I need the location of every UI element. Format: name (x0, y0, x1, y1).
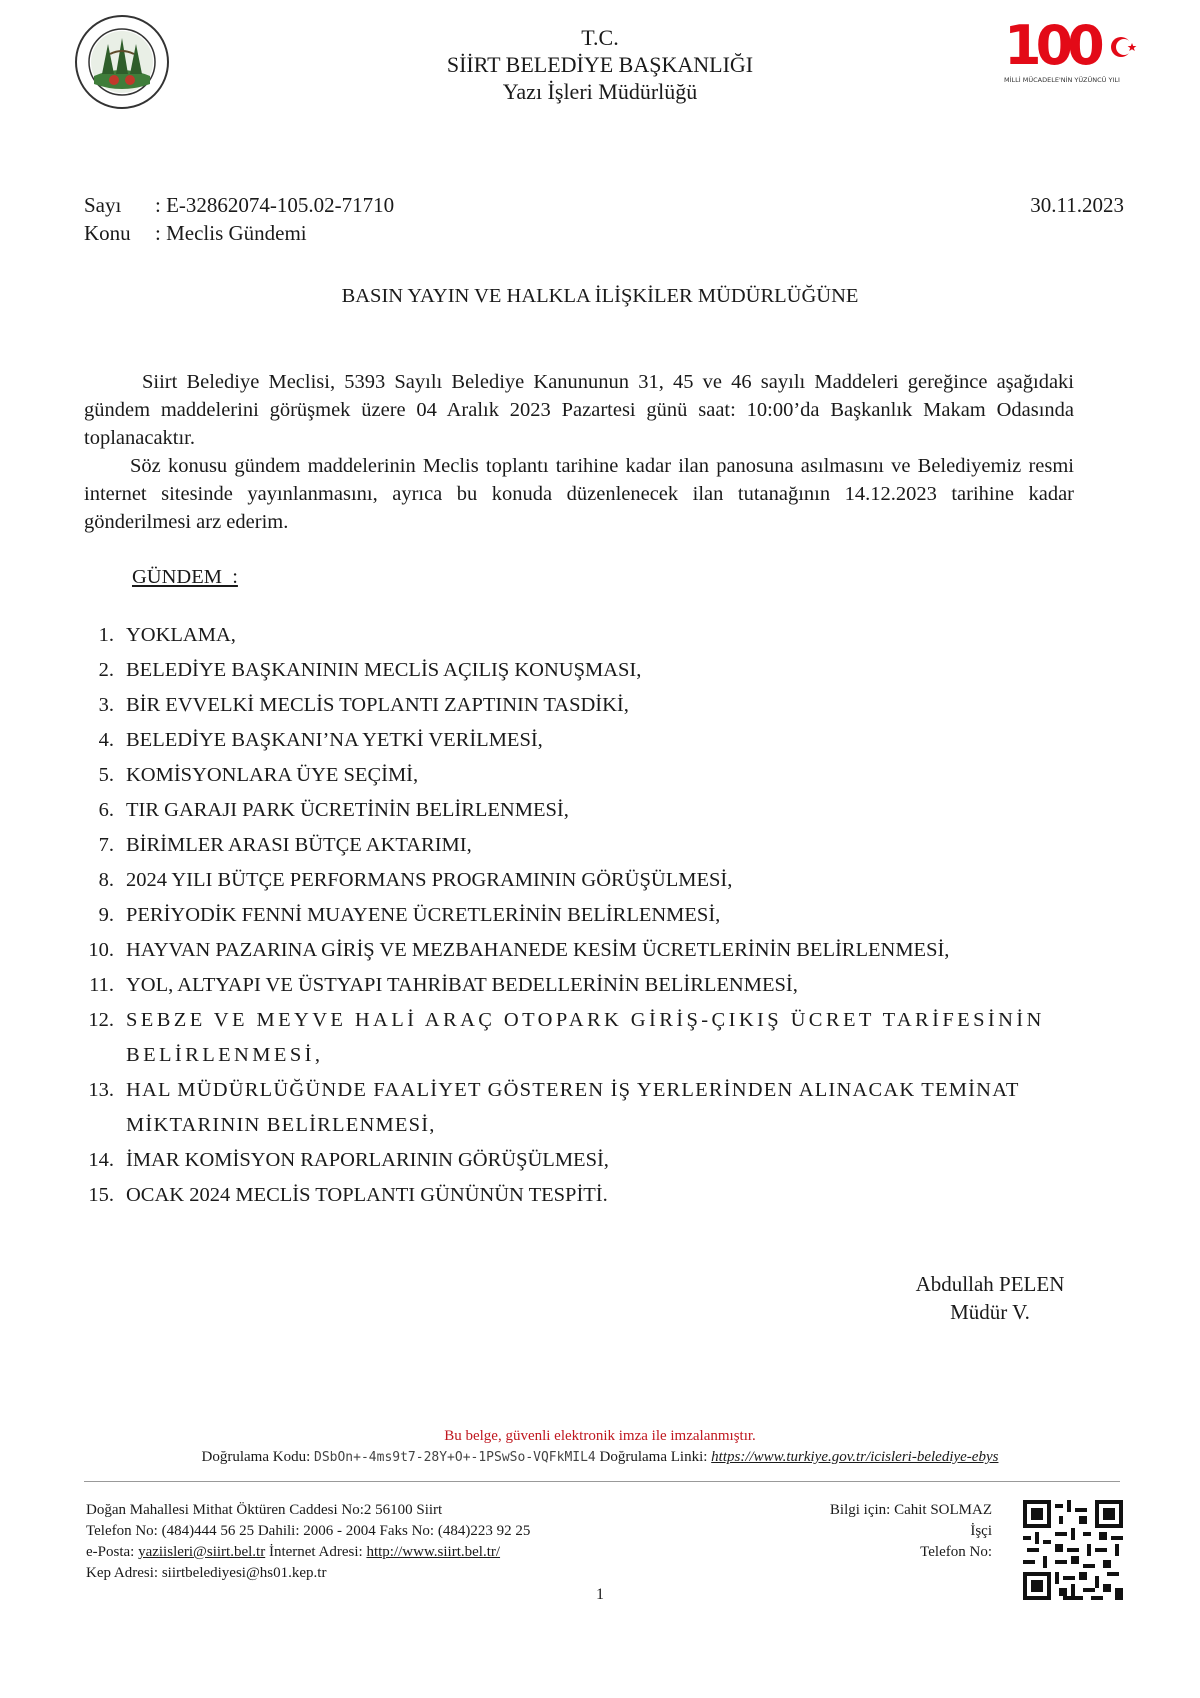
agenda-item (84, 898, 1124, 933)
agenda-item-number: 12. (88, 1009, 114, 1031)
agenda-item-number: 1. (98, 624, 114, 646)
centennial-caption: MİLLİ MÜCADELE'NİN YÜZÜNCÜ YILI (1004, 76, 1120, 84)
info-phone: Telefon No: (920, 1544, 992, 1560)
agenda-list (84, 618, 1124, 1213)
agenda-item-number: 6. (98, 799, 114, 821)
recipient: BASIN YAYIN VE HALKLA İLİŞKİLER MÜDÜRLÜĞÜNE (341, 285, 859, 307)
page-number: 1 (596, 1586, 604, 1603)
konu-label: Konu (84, 221, 131, 245)
verification-code: DSbOn+-4ms9t7-28Y+O+-1PSwSo-VQFkMIL4 (314, 1450, 596, 1465)
agenda-item (84, 1143, 1124, 1178)
footer-kep: Kep Adresi: siirtbelediyesi@hs01.kep.tr (86, 1565, 327, 1581)
footer-info (830, 1500, 992, 1563)
web-label: İnternet Adresi: (268, 1544, 363, 1560)
agenda-item-number: 2. (98, 659, 114, 681)
web-link[interactable]: http://www.siirt.bel.tr/ (366, 1544, 501, 1560)
agenda-item-number: 5. (98, 764, 114, 786)
agenda-item-text: 2024 YILI BÜTÇE PERFORMANS PROGRAMININ GÖRÜŞÜLMESİ, (126, 869, 733, 891)
agenda-item-number: 7. (98, 834, 114, 856)
footer-contact (86, 1500, 726, 1584)
agenda-item (84, 863, 1124, 898)
footer-address: Doğan Mahallesi Mithat Öktüren Caddesi No:2 56100 Siirt (86, 1502, 443, 1518)
agenda-item-number: 8. (98, 869, 114, 891)
agenda-item-number: 13. (88, 1079, 114, 1101)
agenda-item-text: KOMİSYONLARA ÜYE SEÇİMİ, (126, 764, 419, 786)
agenda-item-text: İMAR KOMİSYON RAPORLARININ GÖRÜŞÜLMESİ, (126, 1149, 609, 1171)
header-tc: T.C. (581, 25, 619, 50)
agenda-item (84, 653, 1124, 688)
agenda-item-text: YOL, ALTYAPI VE ÜSTYAPI TAHRİBAT BEDELLERİNİN BELİRLENMESİ, (126, 974, 798, 996)
signatory-name: Abdullah PELEN (915, 1272, 1065, 1296)
email-label: e-Posta: (86, 1544, 135, 1560)
agenda-item-text: BİR EVVELKİ MECLİS TOPLANTI ZAPTININ TASDİKİ, (126, 694, 629, 716)
signatory-title: Müdür V. (950, 1300, 1030, 1324)
verification-code-label: Doğrulama Kodu: (201, 1449, 311, 1465)
agenda-item-text: OCAK 2024 MECLİS TOPLANTI GÜNÜNÜN TESPİTİ. (126, 1184, 608, 1206)
agenda-item-text: TIR GARAJI PARK ÜCRETİNİN BELİRLENMESİ, (126, 799, 569, 821)
agenda-item (84, 723, 1124, 758)
konu-value: : Meclis Gündemi (155, 221, 307, 245)
verification-link[interactable]: https://www.turkiye.gov.tr/icisleri-belediye-ebys (711, 1449, 999, 1465)
agenda-item-number: 15. (88, 1184, 114, 1206)
header-institution: SİİRT BELEDİYE BAŞKANLIĞI (446, 52, 754, 77)
crescent-star-icon (1108, 32, 1138, 62)
agenda-item-number: 4. (98, 729, 114, 751)
agenda-item (84, 1073, 1124, 1143)
body-paragraph-2: Söz konusu gündem maddelerinin Meclis toplantı tarihine kadar ilan panosuna asılmasını ve Belediyemiz resmi internet sitesinde yayınlanmasını, ayrıca bu konuda düzenlenecek ilan tutanağının 14.12.2023 tarihine kadar gönderilmesi arz ederim. (84, 455, 1074, 533)
agenda-item (84, 618, 1124, 653)
qr-code-icon (1023, 1500, 1123, 1600)
agenda-item (84, 828, 1124, 863)
agenda-item-text: SEBZE VE MEYVE HALİ ARAÇ OTOPARK GİRİŞ-ÇIKIŞ ÜCRET TARİFESİNİN BELİRLENMESİ, (126, 1009, 1045, 1066)
info-contact: Bilgi için: Cahit SOLMAZ (829, 1502, 992, 1518)
agenda-item-text: PERİYODİK FENNİ MUAYENE ÜCRETLERİNİN BELİRLENMESİ, (126, 904, 721, 926)
info-role: İşçi (970, 1523, 992, 1539)
agenda-item-text: BELEDİYE BAŞKANININ MECLİS AÇILIŞ KONUŞMASI, (126, 659, 642, 681)
email-link[interactable]: yaziisleri@siirt.bel.tr (138, 1544, 266, 1560)
verification-link-label: Doğrulama Linki: (599, 1449, 708, 1465)
signature-block (880, 1270, 1100, 1326)
verification-line (0, 1449, 1200, 1466)
footer-divider (84, 1481, 1120, 1482)
agenda-item-number: 9. (98, 904, 114, 926)
agenda-item (84, 1003, 1124, 1073)
agenda-item (84, 1178, 1124, 1213)
agenda-item-text: BELEDİYE BAŞKANI’NA YETKİ VERİLMESİ, (126, 729, 543, 751)
agenda-item-text: HAYVAN PAZARINA GİRİŞ VE MEZBAHANEDE KESİM ÜCRETLERİNİN BELİRLENMESİ, (126, 939, 950, 961)
sayi-value: : E-32862074-105.02-71710 (155, 193, 395, 217)
sayi-label: Sayı (84, 193, 122, 217)
centennial-badge (1004, 14, 1154, 98)
footer-phone: Telefon No: (484)444 56 25 Dahili: 2006 - 2004 Faks No: (484)223 92 25 (86, 1523, 531, 1539)
agenda-item-text: HAL MÜDÜRLÜĞÜNDE FAALİYET GÖSTEREN İŞ YERLERİNDEN ALINACAK TEMİNAT MİKTARININ BELİRLENMESİ, (126, 1079, 1020, 1136)
body-paragraph-1: Siirt Belediye Meclisi, 5393 Sayılı Belediye Kanununun 31, 45 ve 46 sayılı Maddeleri gereğince aşağıdaki gündem maddelerini görüşmek üzere 04 Aralık 2023 Pazartesi günü saat: 10:00’da Başkanlık Makam Odasında toplanacaktır. (84, 371, 1074, 449)
agenda-item-number: 10. (88, 939, 114, 961)
agenda-item (84, 968, 1124, 1003)
agenda-item-text: BİRİMLER ARASI BÜTÇE AKTARIMI, (126, 834, 472, 856)
centennial-number: 100 (1004, 14, 1099, 77)
agenda-item (84, 933, 1124, 968)
agenda-item (84, 688, 1124, 723)
document-date: 30.11.2023 (1030, 193, 1124, 217)
agenda-item-number: 11. (89, 974, 114, 996)
agenda-item-text: YOKLAMA, (126, 624, 236, 646)
agenda-item (84, 793, 1124, 828)
agenda-item-number: 14. (88, 1149, 114, 1171)
agenda-heading: GÜNDEM : (132, 566, 238, 588)
header-department: Yazı İşleri Müdürlüğü (502, 79, 698, 104)
footer-email-web (86, 1542, 726, 1563)
esign-notice: Bu belge, güvenli elektronik imza ile imzalanmıştır. (444, 1428, 756, 1444)
agenda-item (84, 758, 1124, 793)
agenda-item-number: 3. (98, 694, 114, 716)
